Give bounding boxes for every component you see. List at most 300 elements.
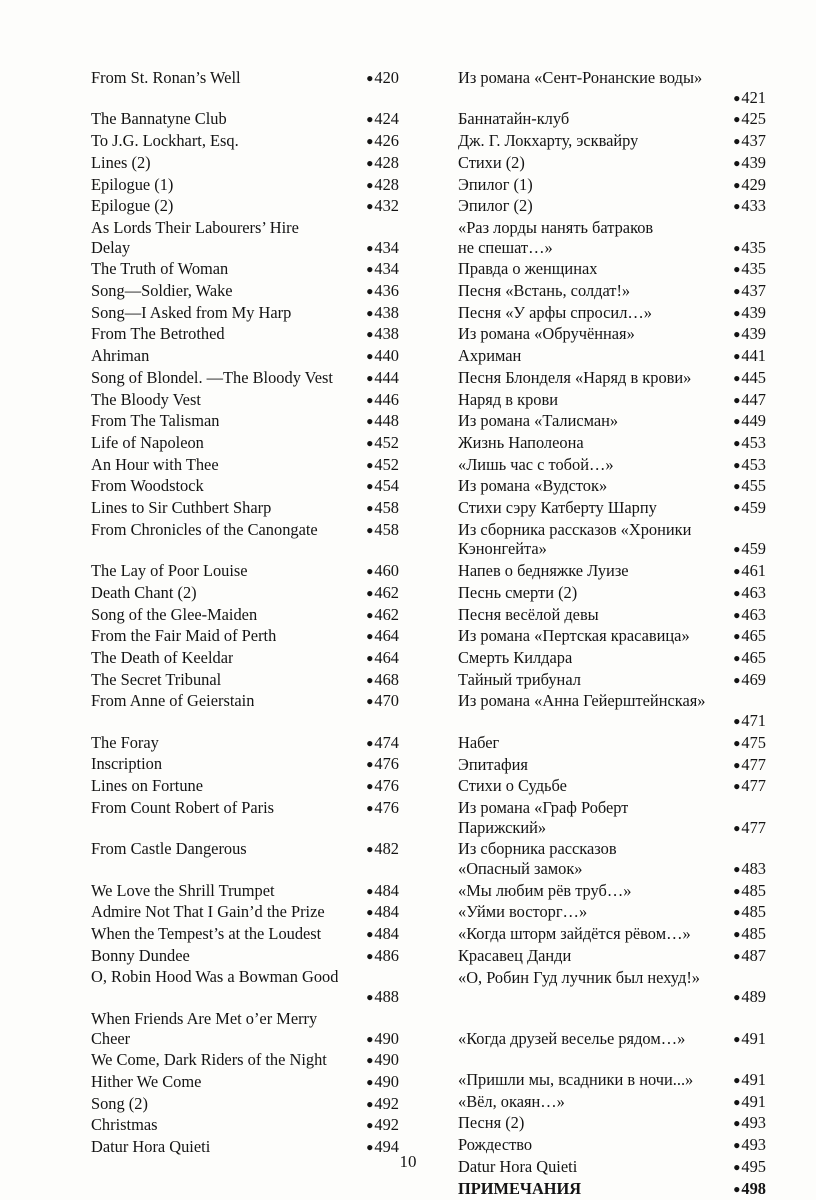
toc-entry-page: ● 474: [366, 733, 399, 755]
toc-entry-line: [91, 691, 399, 713]
toc-entry-title: Из романа «Вудсток»: [458, 476, 608, 496]
toc-entry: [91, 498, 399, 520]
toc-entry-title: Эпитафия: [458, 754, 528, 774]
toc-entry-title: Из романа «Сент-Ронанские воды»: [458, 68, 703, 87]
toc-entry: [91, 433, 399, 455]
toc-entry-line: [91, 281, 399, 303]
toc-entry-title: Парижский»: [458, 817, 547, 837]
toc-entry: [91, 583, 399, 605]
toc-entry-page: ● 435: [733, 238, 766, 260]
toc-entry: [458, 902, 766, 924]
toc-entry: [91, 626, 399, 648]
toc-entry-title: Lines to Sir Cuthbert Sharp: [91, 498, 272, 518]
toc-entry: [458, 109, 766, 131]
toc-entry-line: [91, 605, 399, 627]
toc-entry-line: [458, 303, 766, 325]
toc-entry-line: [91, 839, 399, 861]
toc-entry-page: ● 434: [366, 238, 399, 260]
toc-entry-title: Эпилог (1): [458, 174, 533, 194]
toc-entry-title: Жизнь Наполеона: [458, 432, 584, 452]
toc-entry-page: ● 453: [733, 455, 766, 477]
toc-entry-page: ● 459: [733, 539, 766, 561]
toc-entry-page: ● 487: [733, 946, 766, 968]
toc-entry-line: [458, 109, 766, 131]
toc-entry-title: From Anne of Geierstain: [91, 691, 255, 711]
toc-entry: [91, 561, 399, 583]
toc-entry-page: ● 477: [733, 755, 766, 777]
toc-entry: [91, 218, 399, 259]
toc-entry: [91, 1115, 399, 1137]
toc-entry-page: ● 476: [366, 798, 399, 820]
toc-entry-line: [458, 711, 766, 733]
toc-entry-page: ● 449: [733, 411, 766, 433]
toc-entry-title: Из сборника рассказов: [458, 839, 617, 859]
toc-entry-title: Admire Not That I Gain’d the Prize: [91, 902, 325, 922]
toc-entry-line: [458, 539, 766, 561]
toc-entry-page: ● 435: [733, 259, 766, 281]
toc-entry: [91, 390, 399, 412]
toc-entry: [91, 798, 399, 820]
toc-entry-title: Song—Soldier, Wake: [91, 281, 233, 301]
toc-entry-page: ● 426: [366, 131, 399, 153]
toc-entry-title: Смерть Килдара: [458, 647, 573, 667]
toc-entry-title: Song of Blondel. —The Bloody Vest: [91, 367, 333, 387]
toc-entry: [91, 733, 399, 755]
toc-entry-page: ● 484: [366, 881, 399, 903]
toc-entry-title: Стихи о Судьбе: [458, 776, 567, 796]
toc-entry-page: ● 486: [366, 946, 399, 968]
toc-entry: [91, 776, 399, 798]
toc-entry-page: ● 439: [733, 303, 766, 325]
toc-entry-line: [458, 839, 766, 859]
toc-entry-title: Delay: [91, 237, 131, 257]
toc-entry-line: [458, 88, 766, 110]
toc-entry: [458, 561, 766, 583]
toc-entry-line: [91, 68, 399, 90]
toc-entry-line: [458, 987, 766, 1009]
toc-entry-title: Стихи сэру Катберту Шарпу: [458, 498, 657, 518]
toc-entry-page: ● 425: [733, 109, 766, 131]
toc-entry-title: Из романа «Талисман»: [458, 411, 619, 431]
toc-entry: [91, 967, 399, 1008]
toc-entry: [458, 924, 766, 946]
toc-entry-title: From the Fair Maid of Perth: [91, 626, 277, 646]
toc-entry: [458, 498, 766, 520]
toc-entry-line: [458, 196, 766, 218]
toc-entry-title: O, Robin Hood Was a Bowman Good: [91, 967, 339, 987]
toc-entry-line: [91, 776, 399, 798]
toc-entry-page: ● 455: [733, 476, 766, 498]
toc-entry: [91, 881, 399, 903]
toc-entry: [458, 175, 766, 197]
toc-entry-line: [91, 670, 399, 692]
toc-entry: [458, 605, 766, 627]
toc-entry-page: ● 454: [366, 476, 399, 498]
toc-entry: [458, 153, 766, 175]
toc-entry-line: [458, 433, 766, 455]
toc-entry-title: Epilogue (1): [91, 174, 174, 194]
toc-entry-line: [458, 281, 766, 303]
toc-entry-page: ● 469: [733, 670, 766, 692]
toc-entry-page: ● 458: [366, 520, 399, 542]
toc-entry-page: ● 452: [366, 433, 399, 455]
toc-column-russian: [458, 68, 766, 1200]
toc-entry-title: Баннатайн-клуб: [458, 109, 570, 129]
toc-entry-page: ● 458: [366, 498, 399, 520]
toc-entry-line: [91, 1009, 399, 1029]
toc-entry: [458, 1113, 766, 1135]
toc-entry-page: ● 437: [733, 131, 766, 153]
toc-entry-line: [458, 498, 766, 520]
toc-entry: [91, 476, 399, 498]
toc-entry: [458, 455, 766, 477]
toc-entry-line: [458, 670, 766, 692]
toc-entry: [91, 68, 399, 90]
toc-entry-title: Из романа «Обручённая»: [458, 324, 635, 344]
toc-entry-title: Life of Napoleon: [91, 432, 204, 452]
toc-entry-title: Cheer: [91, 1028, 131, 1048]
toc-entry-page: ● 490: [366, 1050, 399, 1072]
toc-entry-title: Из романа «Анна Гейерштейнская»: [458, 691, 706, 711]
toc-entry-line: [458, 881, 766, 903]
toc-entry-title: Из сборника рассказов «Хроники: [458, 519, 692, 539]
toc-entry-line: [458, 346, 766, 368]
toc-entry-title: From Count Robert of Paris: [91, 797, 275, 817]
toc-entry: [91, 411, 399, 433]
toc-entry: [91, 1009, 399, 1050]
toc-entry-page: ● 453: [733, 433, 766, 455]
toc-entry: [458, 520, 766, 561]
toc-entry-page: ● 433: [733, 196, 766, 218]
toc-entry-line: [458, 153, 766, 175]
toc-entry-title: ПРИМЕЧАНИЯ: [458, 1178, 582, 1198]
toc-entry-line: [91, 946, 399, 968]
toc-entry-title: From The Talisman: [91, 411, 220, 431]
toc-entry-title: Bonny Dundee: [91, 945, 190, 965]
toc-entry-line: [91, 733, 399, 755]
toc-entry-title: Christmas: [91, 1115, 158, 1135]
toc-entry-page: ● 447: [733, 390, 766, 412]
toc-entry-page: ● 476: [366, 754, 399, 776]
toc-entry-title: Из романа «Пертская красавица»: [458, 626, 690, 646]
toc-entry-title: Epilogue (2): [91, 196, 174, 216]
toc-entry-line: [91, 196, 399, 218]
toc-entry: [458, 648, 766, 670]
toc-entry-line: [91, 346, 399, 368]
toc-entry: [458, 626, 766, 648]
toc-entry-page: ● 446: [366, 390, 399, 412]
toc-entry-page: ● 420: [366, 68, 399, 90]
toc-entry-line: [458, 520, 766, 540]
toc-entry-line: [458, 131, 766, 153]
toc-entry: [458, 1070, 766, 1092]
toc-entry-title: «Лишь час с тобой…»: [458, 454, 614, 474]
toc-entry: [458, 968, 766, 1009]
toc-entry-line: [91, 626, 399, 648]
toc-entry-line: [458, 902, 766, 924]
toc-entry-line: [458, 924, 766, 946]
toc-entry-page: ● 465: [733, 626, 766, 648]
toc-entry: [458, 776, 766, 798]
toc-entry-title: From Chronicles of the Canongate: [91, 519, 318, 539]
toc-entry-page: ● 485: [733, 924, 766, 946]
toc-entry-title: Кэнонгейта»: [458, 539, 547, 559]
toc-entry: [91, 109, 399, 131]
toc-entry-title: «Мы любим рёв труб…»: [458, 880, 632, 900]
toc-entry-page: ● 468: [366, 670, 399, 692]
toc-entry-line: [91, 259, 399, 281]
toc-entry-line: [458, 1092, 766, 1114]
toc-entry-page: ● 459: [733, 498, 766, 520]
toc-entry-line: [91, 583, 399, 605]
toc-entry-title: «Когда друзей веселье рядом…»: [458, 1028, 686, 1048]
toc-entry-page: ● 485: [733, 881, 766, 903]
toc-entry: [91, 605, 399, 627]
toc-entry-page: ● 489: [733, 987, 766, 1009]
toc-entry-page: ● 445: [733, 368, 766, 390]
toc-entry-page: ● 429: [733, 175, 766, 197]
toc-entry-title: Набег: [458, 732, 500, 752]
toc-entry: [458, 670, 766, 692]
toc-entry-line: [458, 1113, 766, 1135]
toc-entry-line: [91, 476, 399, 498]
toc-entry: [91, 902, 399, 924]
toc-entry-line: [458, 238, 766, 260]
toc-entry-page: ● 484: [366, 902, 399, 924]
toc-entry-page: ● 488: [366, 987, 399, 1009]
toc-entry-line: [458, 411, 766, 433]
toc-entry: [458, 1029, 766, 1051]
toc-entry-line: [91, 1094, 399, 1116]
toc-entry-title: «Пришли мы, всадники в ночи...»: [458, 1070, 694, 1090]
toc-entry-title: Наряд в крови: [458, 389, 558, 409]
toc-entry: [91, 839, 399, 861]
toc-entry-title: не спешат…»: [458, 237, 553, 257]
toc-entry-title: When the Tempest’s at the Loudest: [91, 924, 322, 944]
toc-entry-line: [458, 798, 766, 818]
toc-entry-line: [458, 68, 766, 88]
toc-entry-line: [91, 754, 399, 776]
toc-entry: [91, 346, 399, 368]
toc-entry-title: When Friends Are Met o’er Merry: [91, 1008, 318, 1028]
toc-entry-line: [458, 1070, 766, 1092]
toc-entry-title: «О, Робин Гуд лучник был нехуд!»: [458, 967, 700, 987]
toc-entry-page: ● 484: [366, 924, 399, 946]
toc-entry-line: [91, 390, 399, 412]
toc-entry-line: [91, 433, 399, 455]
toc-entry-title: Красавец Данди: [458, 945, 572, 965]
toc-entry-title: Напев о бедняжке Луизе: [458, 561, 629, 581]
toc-entry: [91, 303, 399, 325]
toc-entry-page: ● 477: [733, 818, 766, 840]
toc-entry-title: Рождество: [458, 1135, 533, 1155]
toc-entry: [91, 754, 399, 776]
toc-entry-page: ● 461: [733, 561, 766, 583]
toc-entry-title: Ahriman: [91, 346, 150, 366]
toc-column-english: [91, 68, 399, 1159]
toc-entry-title: The Foray: [91, 732, 159, 752]
toc-entry-line: [91, 153, 399, 175]
toc-entry: [91, 259, 399, 281]
toc-entry-page: ● 476: [366, 776, 399, 798]
toc-entry-title: An Hour with Thee: [91, 454, 219, 474]
toc-entry-page: ● 428: [366, 153, 399, 175]
toc-entry: [91, 455, 399, 477]
toc-entry-line: [458, 259, 766, 281]
toc-entry: [458, 733, 766, 755]
toc-entry-line: [91, 131, 399, 153]
toc-entry: [91, 153, 399, 175]
toc-entry-line: [91, 561, 399, 583]
toc-entry: [91, 131, 399, 153]
toc-entry-line: [458, 1179, 766, 1200]
toc-entry: [458, 196, 766, 218]
toc-entry-page: ● 434: [366, 259, 399, 281]
toc-entry-title: «Раз лорды нанять батраков: [458, 217, 654, 237]
toc-entry: [458, 881, 766, 903]
toc-entry-title: The Secret Tribunal: [91, 669, 222, 689]
toc-entry-page: ● 460: [366, 561, 399, 583]
toc-entry-title: Song of the Glee-Maiden: [91, 604, 258, 624]
toc-entry-page: ● 491: [733, 1092, 766, 1114]
toc-entry-title: From The Betrothed: [91, 324, 225, 344]
toc-entry: [91, 1072, 399, 1094]
toc-entry: [91, 175, 399, 197]
toc-entry-line: [458, 968, 766, 988]
toc-entry: [458, 433, 766, 455]
toc-entry-title: The Death of Keeldar: [91, 647, 234, 667]
toc-entry-line: [458, 691, 766, 711]
toc-entry-title: Песня (2): [458, 1113, 525, 1133]
toc-entry: [458, 755, 766, 777]
toc-entry: [458, 798, 766, 839]
toc-entry-title: The Bannatyne Club: [91, 109, 227, 129]
toc-entry-title: Песня Блонделя «Наряд в крови»: [458, 367, 692, 387]
toc-entry-title: Стихи (2): [458, 152, 525, 172]
toc-entry-line: [458, 859, 766, 881]
toc-entry-line: [91, 218, 399, 238]
toc-entry-page: ● 439: [733, 324, 766, 346]
toc-entry-line: [458, 818, 766, 840]
toc-entry-page: ● 490: [366, 1072, 399, 1094]
toc-entry-page: ● 494: [366, 1137, 399, 1159]
toc-entry: [458, 68, 766, 109]
toc-entry-line: [458, 605, 766, 627]
toc-entry-title: Песня весёлой девы: [458, 604, 599, 624]
toc-entry-line: [91, 902, 399, 924]
toc-entry-title: Дж. Г. Локхарту, эсквайру: [458, 131, 639, 151]
toc-entry: [458, 1092, 766, 1114]
toc-entry-page: ● 492: [366, 1094, 399, 1116]
toc-entry-page: ● 448: [366, 411, 399, 433]
toc-entry: [458, 1179, 766, 1200]
toc-entry-title: As Lords Their Labourers’ Hire: [91, 217, 299, 237]
toc-entry: [91, 946, 399, 968]
toc-entry-line: [91, 175, 399, 197]
toc-entry-title: Song (2): [91, 1093, 148, 1113]
toc-entry-title: Ахриман: [458, 346, 522, 366]
toc-entry: [91, 368, 399, 390]
toc-entry-line: [91, 967, 399, 987]
toc-entry-line: [91, 798, 399, 820]
toc-entry-page: ● 436: [366, 281, 399, 303]
toc-entry: [91, 324, 399, 346]
toc-entry: [91, 196, 399, 218]
toc-entry-line: [91, 411, 399, 433]
toc-entry-line: [458, 755, 766, 777]
toc-entry-page: ● 475: [733, 733, 766, 755]
toc-entry: [458, 390, 766, 412]
toc-entry: [458, 368, 766, 390]
toc-entry-title: We Love the Shrill Trumpet: [91, 880, 275, 900]
toc-entry-line: [458, 776, 766, 798]
toc-entry-page: ● 437: [733, 281, 766, 303]
toc-entry-title: «Вёл, окаян…»: [458, 1091, 565, 1111]
toc-entry: [458, 324, 766, 346]
toc-entry-page: ● 440: [366, 346, 399, 368]
toc-entry-title: The Bloody Vest: [91, 389, 201, 409]
toc-entry-page: ● 465: [733, 648, 766, 670]
toc-entry-line: [91, 238, 399, 260]
toc-entry-page: ● 428: [366, 175, 399, 197]
toc-entry: [458, 259, 766, 281]
toc-entry-line: [91, 324, 399, 346]
page-number: 10: [399, 1152, 417, 1171]
toc-entry: [458, 411, 766, 433]
toc-entry: [91, 670, 399, 692]
toc-entry-line: [458, 583, 766, 605]
toc-entry-page: ● 439: [733, 153, 766, 175]
toc-entry-line: [458, 476, 766, 498]
toc-entry-page: ● 462: [366, 605, 399, 627]
toc-entry-line: [458, 324, 766, 346]
toc-entry-page: ● 438: [366, 324, 399, 346]
toc-entry-line: [458, 561, 766, 583]
toc-entry: [91, 281, 399, 303]
toc-entry: [458, 946, 766, 968]
toc-entry-page: ● 462: [366, 583, 399, 605]
toc-entry-page: ● 483: [733, 859, 766, 881]
toc-entry: [91, 691, 399, 713]
toc-entry-title: Эпилог (2): [458, 196, 533, 216]
toc-entry-line: [91, 498, 399, 520]
toc-entry-page: ● 444: [366, 368, 399, 390]
toc-entry-line: [91, 455, 399, 477]
toc-entry: [458, 303, 766, 325]
toc-entry-title: Тайный трибунал: [458, 669, 581, 689]
toc-entry-line: [91, 303, 399, 325]
toc-entry-line: [91, 987, 399, 1009]
toc-entry-line: [91, 1072, 399, 1094]
toc-entry-line: [458, 648, 766, 670]
toc-entry-title: «Уйми восторг…»: [458, 902, 588, 922]
toc-entry-title: «Когда шторм зайдётся рёвом…»: [458, 924, 691, 944]
toc-entry-line: [458, 626, 766, 648]
toc-entry-page: ● 498: [733, 1179, 766, 1200]
toc-entry-line: [91, 1115, 399, 1137]
toc-entry-line: [458, 218, 766, 238]
toc-entry-line: [458, 175, 766, 197]
toc-entry-title: Lines on Fortune: [91, 776, 203, 796]
toc-entry-page: ● 471: [733, 711, 766, 733]
toc-entry-page: ● 482: [366, 839, 399, 861]
toc-entry-title: The Lay of Poor Louise: [91, 561, 248, 581]
toc-entry-line: [91, 520, 399, 542]
toc-entry-title: Правда о женщинах: [458, 259, 598, 279]
toc-entry-title: We Come, Dark Riders of the Night: [91, 1050, 327, 1070]
toc-entry-page: ● 463: [733, 605, 766, 627]
toc-entry-page: ● 491: [733, 1029, 766, 1051]
